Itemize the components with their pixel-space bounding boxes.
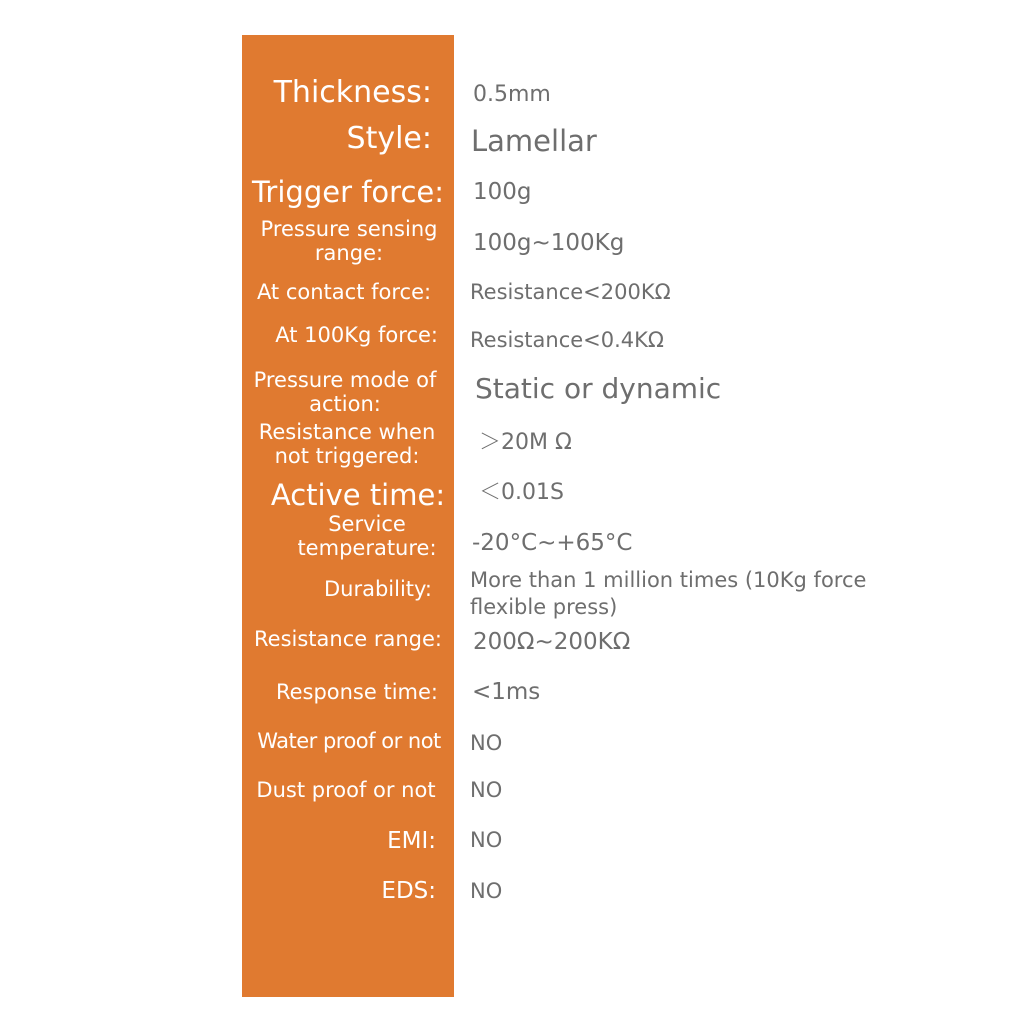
label-line: not triggered: xyxy=(274,443,420,468)
value-response-time: <1ms xyxy=(472,679,541,705)
label-resistance-not-triggered xyxy=(244,421,450,468)
label-at-contact-force: At contact force: xyxy=(256,280,432,304)
label-line: temperature: xyxy=(297,535,437,560)
value-at-contact-force: Resistance<200KΩ xyxy=(470,280,671,304)
value-resistance-range: 200Ω~200KΩ xyxy=(473,629,631,655)
label-line: range: xyxy=(314,240,384,265)
value-at-100kg-force: Resistance<0.4KΩ xyxy=(470,328,664,352)
value-pressure-mode: Static or dynamic xyxy=(475,372,722,405)
value-durability xyxy=(470,567,866,622)
label-eds: EDS: xyxy=(381,878,436,904)
value-line: flexible press) xyxy=(470,595,618,620)
label-trigger-force: Trigger force: xyxy=(251,175,445,209)
value-thickness: 0.5mm xyxy=(473,82,551,107)
value-resistance-not-triggered: ＞20M Ω xyxy=(479,430,572,455)
label-line: Resistance when xyxy=(258,420,436,444)
value-water-proof: NO xyxy=(470,731,503,755)
label-active-time: Active time: xyxy=(270,478,446,512)
value-eds: NO xyxy=(470,879,503,903)
value-dust-proof: NO xyxy=(470,778,503,802)
label-style: Style: xyxy=(346,121,432,156)
label-line: action: xyxy=(309,391,381,416)
label-response-time: Response time: xyxy=(275,680,438,704)
label-thickness: Thickness: xyxy=(273,75,432,110)
value-service-temperature: -20°C~+65°C xyxy=(472,530,633,556)
label-resistance-range: Resistance range: xyxy=(254,627,442,651)
value-style: Lamellar xyxy=(471,124,597,158)
label-durability: Durability: xyxy=(323,577,432,601)
value-emi: NO xyxy=(470,828,503,852)
label-at-100kg-force: At 100Kg force: xyxy=(275,323,438,347)
value-pressure-sensing-range: 100g~100Kg xyxy=(473,230,625,256)
label-pressure-sensing-range xyxy=(244,218,454,265)
label-line: Pressure mode of xyxy=(253,368,437,392)
label-service-temperature xyxy=(264,513,470,560)
label-pressure-mode xyxy=(242,369,448,416)
label-line: Pressure sensing xyxy=(260,217,438,241)
value-trigger-force: 100g xyxy=(473,179,532,205)
value-line: More than 1 million times (10Kg force xyxy=(470,568,867,592)
label-line: Service xyxy=(328,512,406,536)
label-emi: EMI: xyxy=(387,828,436,854)
label-dust-proof: Dust proof or not xyxy=(256,778,436,802)
label-water-proof: Water proof or not xyxy=(257,729,441,753)
value-active-time: ＜0.01S xyxy=(479,480,564,505)
